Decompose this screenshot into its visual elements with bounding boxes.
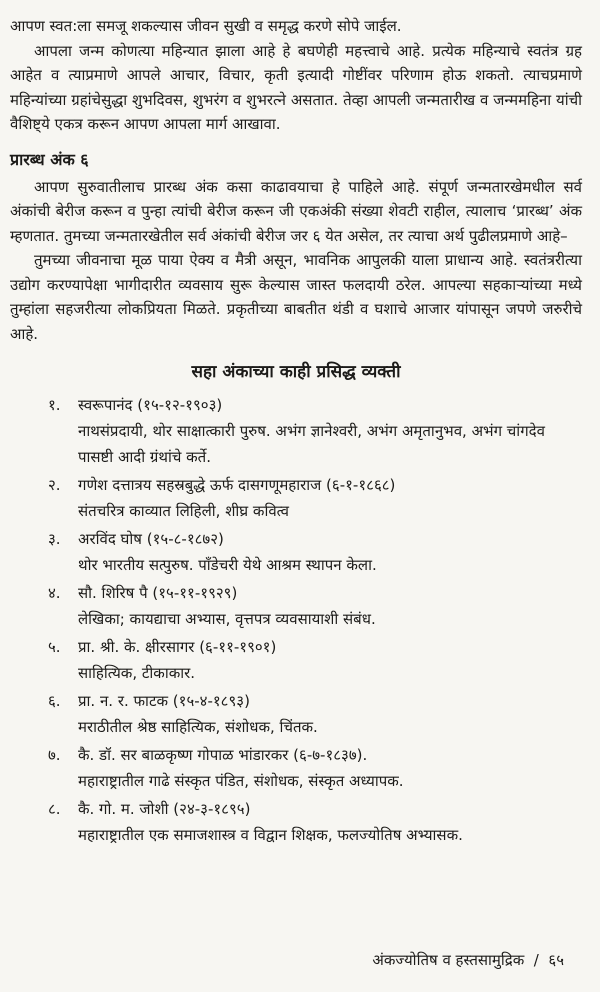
item-number: ४. <box>48 584 61 602</box>
item-number: ८. <box>48 800 61 818</box>
list-item <box>48 472 582 524</box>
page-footer: अंकज्योतिष व हस्तसामुद्रिक / ६५ <box>372 951 564 969</box>
person-description: महाराष्ट्रातील एक समाजशास्त्र व विद्वान शिक्षक, फलज्योतिष अभ्यासक. <box>78 826 463 844</box>
section-heading: प्रारब्ध अंक ६ <box>10 149 89 169</box>
person-description: मराठीतील श्रेष्ठ साहित्यिक, संशोधक, चिंतक. <box>78 718 318 736</box>
list-item <box>48 742 582 794</box>
item-number: ६. <box>48 692 61 710</box>
section-paragraph: आपण सुरुवातीलाच प्रारब्ध अंक कसा काढावयाचा हे पाहिले आहे. संपूर्ण जन्मतारखेमधील सर्व अंकांची बेरीज करून व पुन्हा त्यांची बेरीज करून जी एकअंकी संख्या शेवटी राहील, त्यालाच ‘प्रारब्ध’ अंक म्हणतात. तुमच्या जन्मतारखेतील सर्व अंकांची बेरीज जर ६ येत असेल, तर त्याचा अर्थ पुढीलप्रमाणे आहे– <box>10 177 582 245</box>
item-number: १. <box>48 396 61 414</box>
list-item <box>48 634 582 686</box>
list-item <box>48 796 582 848</box>
person-name: अरविंद घोष (१५-८-१८७२) <box>78 530 224 548</box>
person-description: थोर भारतीय सत्पुरुष. पाँडेचरी येथे आश्रम स्थापन केला. <box>78 556 377 574</box>
people-heading: सहा अंकाच्या काही प्रसिद्ध व्यक्ती <box>191 362 401 382</box>
item-number: ३. <box>48 530 61 548</box>
person-description: लेखिका; कायद्याचा अभ्यास, वृत्तपत्र व्यवसायाशी संबंध. <box>78 610 376 628</box>
person-name: स्वरूपानंद (१५-१२-१९०३) <box>78 396 223 414</box>
person-description: साहित्यिक, टीकाकार. <box>78 664 196 682</box>
list-item <box>48 580 582 632</box>
person-name: प्रा. श्री. के. क्षीरसागर (६-११-१९०१) <box>78 638 277 656</box>
list-item <box>48 392 582 470</box>
person-description: संतचरित्र काव्यात लिहिली, शीघ्र कवित्व <box>78 502 289 520</box>
people-list <box>10 392 582 848</box>
person-name: सौ. शिरिष पै (१५-११-१९२९) <box>78 584 238 602</box>
list-item <box>48 688 582 740</box>
intro-line: आपण स्वत:ला समजू शकल्यास जीवन सुखी व समृद्ध करणे सोपे जाईल. <box>10 17 402 35</box>
intro-paragraph: आपला जन्म कोणत्या महिन्यात झाला आहे हे बघणेही महत्त्वाचे आहे. प्रत्येक महिन्याचे स्वतंत्र ग्रह आहेत व त्याप्रमाणे आपले आचार, विचार, कृती इत्यादी गोष्टींवर परिणाम होऊ शकतो. त्याचप्रमाणे महिन्यांच्या ग्रहांचेसुद्धा शुभदिवस, शुभरंग व शुभरत्ने असतात. तेव्हा आपली जन्मतारीख व जन्ममहिना यांची वैशिष्ट्ये एकत्र करून आपण आपला मार्ग आखावा. <box>10 41 582 133</box>
item-number: ५. <box>48 638 61 656</box>
item-number: ७. <box>48 746 61 764</box>
item-number: २. <box>48 476 61 494</box>
person-description: महाराष्ट्रातील गाढे संस्कृत पंडित, संशोधक, संस्कृत अध्यापक. <box>78 772 404 790</box>
person-description: नाथसंप्रदायी, थोर साक्षात्कारी पुरुष. अभंग ज्ञानेश्वरी, अभंग अमृतानुभव, अभंग चांगदेव पासष्टी आदी ग्रंथांचे कर्ते. <box>78 422 545 466</box>
person-name: कै. गो. म. जोशी (२४-३-१८९५) <box>78 800 251 818</box>
person-name: कै. डॉ. सर बाळकृष्ण गोपाळ भांडारकर (६-७-१८३७). <box>78 746 368 764</box>
section-paragraph: तुमच्या जीवनाचा मूळ पाया ऐक्य व मैत्री असून, भावनिक आपुलकी याला प्राधान्य आहे. स्वतंत्ररीत्या उद्योग करण्यापेक्षा भागीदारीत व्यवसाय सुरू केल्यास जास्त फलदायी ठरेल. आपल्या सहकाऱ्यांच्या मध्ये तुम्हांला सहजरीत्या लोकप्रियता मिळते. प्रकृतीच्या बाबतीत थंडी व घशाचे आजार यांपासून जपणे जरुरीचे आहे. <box>10 251 582 343</box>
list-item <box>48 526 582 578</box>
person-name: प्रा. न. र. फाटक (१५-४-१८९३) <box>78 692 250 710</box>
person-name: गणेश दत्तात्रय सहस्रबुद्धे ऊर्फ दासगणूमहाराज (६-१-१८६८) <box>78 476 396 494</box>
